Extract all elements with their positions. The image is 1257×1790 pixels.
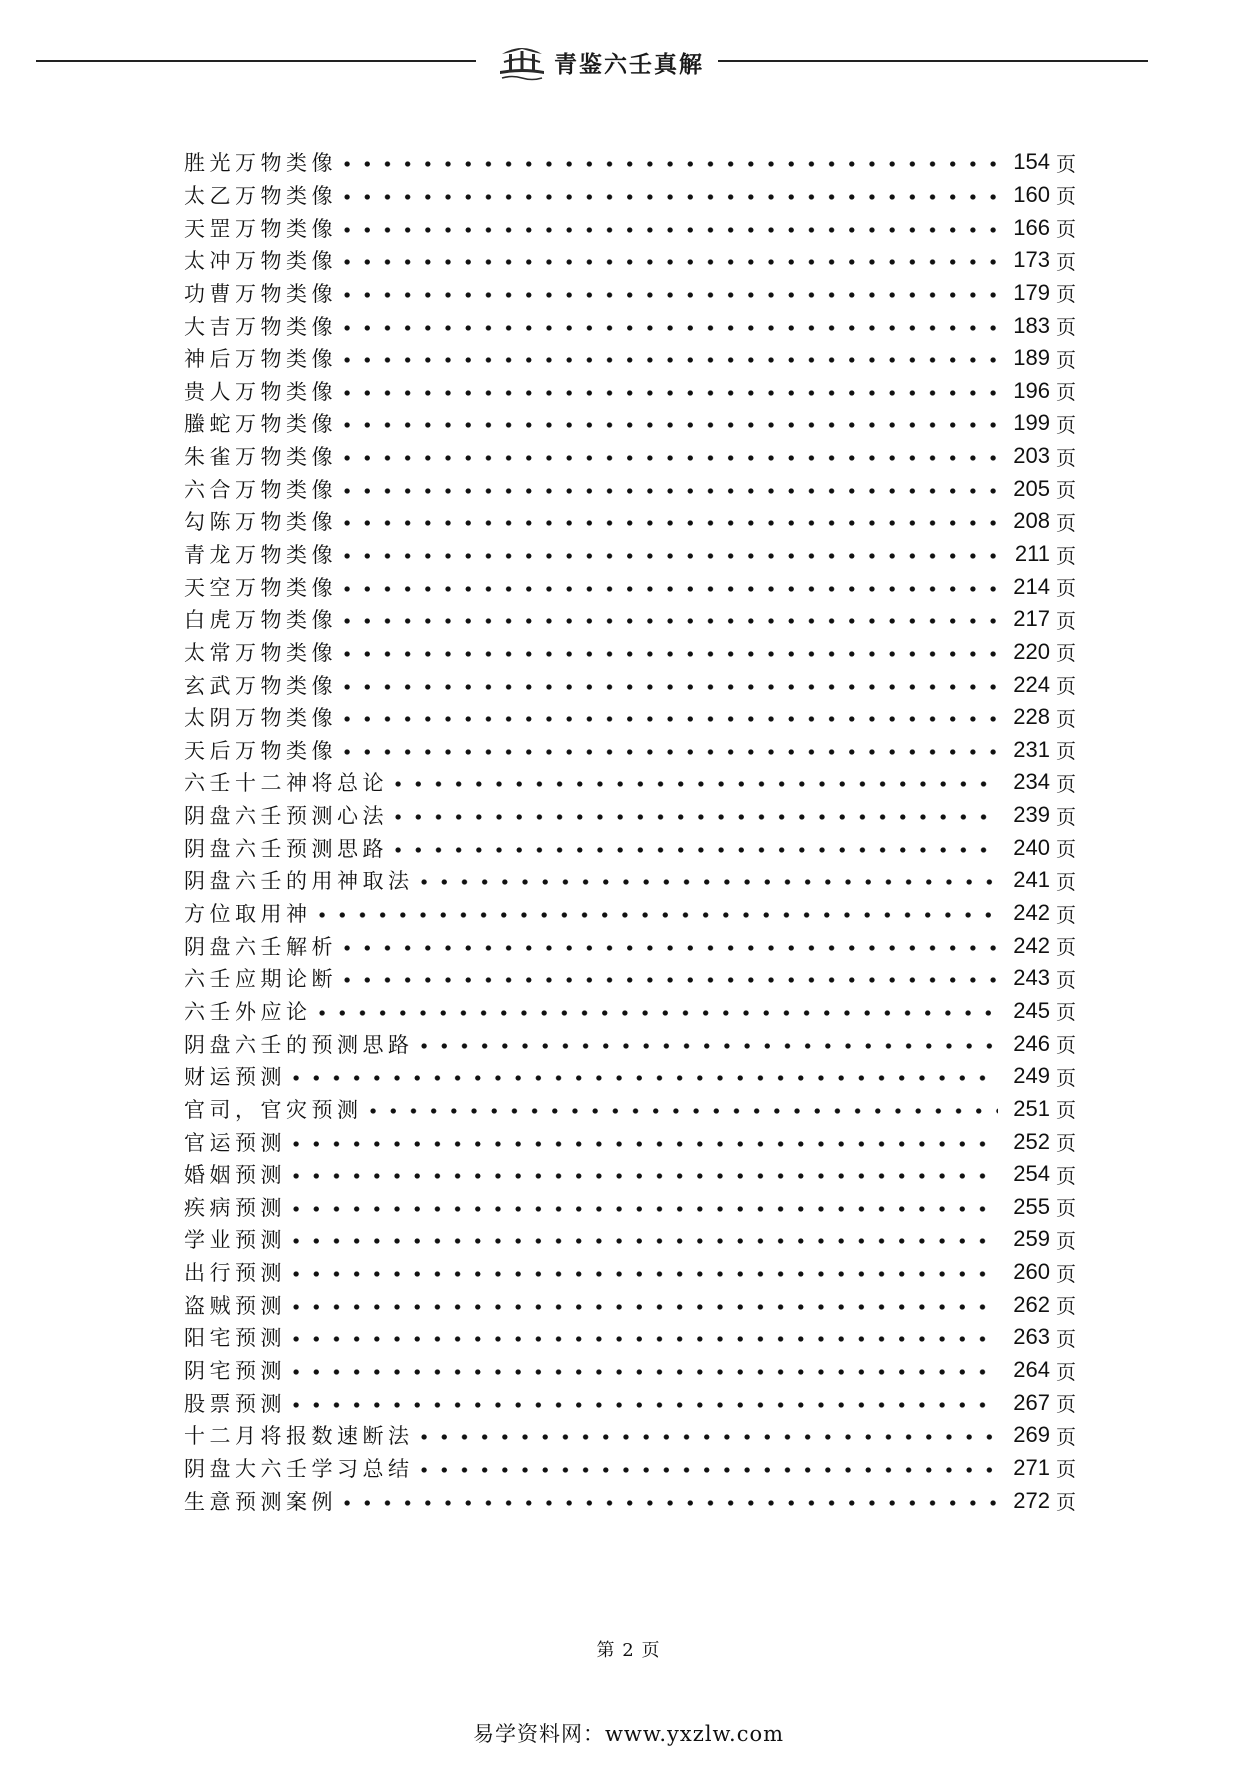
toc-entry-page: 231 bbox=[1013, 736, 1050, 762]
toc-entry[interactable] bbox=[184, 668, 1076, 701]
dot-leader bbox=[337, 682, 998, 692]
toc-entry-page: 267 bbox=[1013, 1389, 1050, 1415]
toc-entry-title: 阳宅预测 bbox=[184, 1326, 286, 1351]
toc-entry[interactable] bbox=[184, 472, 1076, 505]
dot-leader bbox=[337, 551, 998, 561]
toc-entry-page: 259 bbox=[1013, 1226, 1050, 1252]
table-of-contents bbox=[184, 146, 1076, 1517]
toc-entry-title: 出行预测 bbox=[184, 1261, 286, 1286]
toc-entry[interactable] bbox=[184, 1060, 1076, 1093]
toc-entry[interactable] bbox=[184, 440, 1076, 473]
toc-entry-page: 252 bbox=[1013, 1128, 1050, 1154]
dot-leader bbox=[337, 714, 998, 724]
toc-entry[interactable] bbox=[184, 766, 1076, 799]
dot-leader bbox=[337, 486, 998, 496]
dot-leader bbox=[337, 192, 998, 202]
toc-entry[interactable] bbox=[184, 701, 1076, 734]
toc-entry-page-unit: 页 bbox=[1056, 1261, 1076, 1286]
toc-entry-page: 255 bbox=[1013, 1193, 1050, 1219]
toc-entry-page: 154 bbox=[1013, 149, 1050, 175]
toc-entry-page: 179 bbox=[1013, 279, 1050, 305]
toc-entry-title: 朱雀万物类像 bbox=[184, 445, 337, 470]
toc-entry-title: 阴盘六壬的预测思路 bbox=[184, 1032, 414, 1057]
toc-entry-page-unit: 页 bbox=[1056, 902, 1076, 927]
toc-entry-page-unit: 页 bbox=[1056, 1228, 1076, 1253]
toc-entry-page: 208 bbox=[1013, 508, 1050, 534]
toc-entry-page-unit: 页 bbox=[1056, 1392, 1076, 1417]
toc-entry[interactable] bbox=[184, 1386, 1076, 1419]
toc-entry-page: 271 bbox=[1013, 1454, 1050, 1480]
toc-entry[interactable] bbox=[184, 1288, 1076, 1321]
dot-leader bbox=[286, 1302, 998, 1312]
toc-entry-page: 234 bbox=[1013, 769, 1050, 795]
dot-leader bbox=[286, 1400, 998, 1410]
toc-entry[interactable] bbox=[184, 995, 1076, 1028]
toc-entry-page-unit: 页 bbox=[1056, 608, 1076, 633]
toc-entry-page-unit: 页 bbox=[1056, 739, 1076, 764]
dot-leader bbox=[286, 1171, 998, 1181]
toc-entry-page-unit: 页 bbox=[1056, 1490, 1076, 1515]
toc-entry[interactable] bbox=[184, 146, 1076, 179]
toc-entry-title: 天空万物类像 bbox=[184, 575, 337, 600]
header-rule-left bbox=[36, 60, 476, 62]
footer-website: 易学资料网：www.yxzlw.com bbox=[472, 1722, 785, 1746]
toc-entry-page: 251 bbox=[1013, 1095, 1050, 1121]
toc-entry-page-unit: 页 bbox=[1056, 478, 1076, 503]
toc-entry-page-unit: 页 bbox=[1056, 641, 1076, 666]
toc-entry-title: 方位取用神 bbox=[184, 902, 312, 927]
dot-leader bbox=[337, 975, 998, 985]
toc-entry[interactable] bbox=[184, 1321, 1076, 1354]
toc-entry-page-unit: 页 bbox=[1056, 315, 1076, 340]
toc-entry[interactable] bbox=[184, 897, 1076, 930]
toc-entry-page: 160 bbox=[1013, 181, 1050, 207]
toc-entry[interactable] bbox=[184, 603, 1076, 636]
dot-leader bbox=[337, 159, 998, 169]
dot-leader bbox=[388, 845, 998, 855]
pavilion-logo-icon bbox=[498, 40, 546, 82]
toc-entry-page: 183 bbox=[1013, 312, 1050, 338]
toc-entry-title: 天后万物类像 bbox=[184, 738, 337, 763]
toc-entry-page-unit: 页 bbox=[1056, 1098, 1076, 1123]
dot-leader bbox=[337, 747, 998, 757]
toc-entry-page: 241 bbox=[1013, 867, 1050, 893]
toc-entry-title: 玄武万物类像 bbox=[184, 673, 337, 698]
toc-entry-page-unit: 页 bbox=[1056, 282, 1076, 307]
dot-leader bbox=[286, 1204, 998, 1214]
toc-entry-page: 246 bbox=[1013, 1030, 1050, 1056]
toc-entry-title: 太冲万物类像 bbox=[184, 249, 337, 274]
toc-entry-page-unit: 页 bbox=[1056, 869, 1076, 894]
dot-leader bbox=[286, 1269, 998, 1279]
toc-entry-page: 239 bbox=[1013, 802, 1050, 828]
toc-entry-page: 205 bbox=[1013, 475, 1050, 501]
toc-entry-page-unit: 页 bbox=[1056, 706, 1076, 731]
toc-entry[interactable] bbox=[184, 831, 1076, 864]
dot-leader bbox=[388, 779, 998, 789]
toc-entry-page-unit: 页 bbox=[1056, 1424, 1076, 1449]
dot-leader bbox=[337, 355, 998, 365]
dot-leader bbox=[337, 257, 998, 267]
toc-entry-title: 官运预测 bbox=[184, 1130, 286, 1155]
toc-entry-page-unit: 页 bbox=[1056, 1131, 1076, 1156]
toc-entry[interactable] bbox=[184, 1452, 1076, 1485]
toc-entry-title: 太乙万物类像 bbox=[184, 183, 337, 208]
dot-leader bbox=[414, 1432, 999, 1442]
toc-entry[interactable] bbox=[184, 799, 1076, 832]
toc-entry-title: 阴盘大六壬学习总结 bbox=[184, 1456, 414, 1481]
toc-entry[interactable] bbox=[184, 244, 1076, 277]
toc-entry-page: 272 bbox=[1013, 1487, 1050, 1513]
toc-entry-title: 十二月将报数速断法 bbox=[184, 1424, 414, 1449]
toc-entry-title: 贵人万物类像 bbox=[184, 379, 337, 404]
toc-entry-page-unit: 页 bbox=[1056, 967, 1076, 992]
toc-entry-page-unit: 页 bbox=[1056, 1457, 1076, 1482]
toc-entry-page: 263 bbox=[1013, 1324, 1050, 1350]
dot-leader bbox=[337, 649, 998, 659]
toc-entry-page-unit: 页 bbox=[1056, 380, 1076, 405]
toc-entry-title: 六合万物类像 bbox=[184, 477, 337, 502]
toc-entry[interactable] bbox=[184, 342, 1076, 375]
dot-leader bbox=[286, 1367, 998, 1377]
toc-entry-title: 六壬应期论断 bbox=[184, 967, 337, 992]
toc-entry-page: 214 bbox=[1013, 573, 1050, 599]
dot-leader bbox=[388, 812, 998, 822]
toc-entry-title: 疾病预测 bbox=[184, 1195, 286, 1220]
toc-entry-page: 242 bbox=[1013, 900, 1050, 926]
toc-entry-page: 240 bbox=[1013, 834, 1050, 860]
dot-leader bbox=[414, 1465, 999, 1475]
toc-entry-page-unit: 页 bbox=[1056, 1294, 1076, 1319]
toc-entry-title: 太常万物类像 bbox=[184, 640, 337, 665]
toc-entry[interactable] bbox=[184, 864, 1076, 897]
toc-entry[interactable] bbox=[184, 1354, 1076, 1387]
toc-entry-title: 财运预测 bbox=[184, 1065, 286, 1090]
dot-leader bbox=[337, 1498, 998, 1508]
toc-entry-page-unit: 页 bbox=[1056, 771, 1076, 796]
toc-entry-title: 官司，官灾预测 bbox=[184, 1097, 363, 1122]
toc-entry[interactable] bbox=[184, 570, 1076, 603]
toc-entry[interactable] bbox=[184, 211, 1076, 244]
toc-entry[interactable] bbox=[184, 538, 1076, 571]
toc-entry-page: 166 bbox=[1013, 214, 1050, 240]
toc-entry[interactable] bbox=[184, 1223, 1076, 1256]
dot-leader bbox=[337, 943, 998, 953]
dot-leader bbox=[286, 1073, 998, 1083]
toc-entry-title: 生意预测案例 bbox=[184, 1489, 337, 1514]
toc-entry-page: 228 bbox=[1013, 704, 1050, 730]
toc-entry-title: 阴盘六壬预测思路 bbox=[184, 836, 388, 861]
toc-entry-title: 青龙万物类像 bbox=[184, 543, 337, 567]
toc-entry-page-unit: 页 bbox=[1056, 510, 1076, 535]
toc-entry-title: 白虎万物类像 bbox=[184, 608, 337, 633]
toc-entry-page-unit: 页 bbox=[1056, 1033, 1076, 1058]
toc-entry-title: 阴盘六壬预测心法 bbox=[184, 804, 388, 829]
toc-entry-page: 220 bbox=[1013, 638, 1050, 664]
toc-entry-title: 螣蛇万物类像 bbox=[184, 412, 337, 437]
toc-entry-page-unit: 页 bbox=[1056, 217, 1076, 242]
dot-leader bbox=[414, 1041, 999, 1051]
toc-entry[interactable] bbox=[184, 505, 1076, 538]
toc-entry-page: 264 bbox=[1013, 1357, 1050, 1383]
toc-entry-page: 249 bbox=[1013, 1063, 1050, 1089]
toc-entry-page-unit: 页 bbox=[1056, 412, 1076, 437]
toc-entry-page: 189 bbox=[1013, 345, 1050, 371]
toc-entry-page: 203 bbox=[1013, 443, 1050, 469]
toc-entry-title: 胜光万物类像 bbox=[184, 151, 337, 176]
toc-entry-page-unit: 页 bbox=[1056, 1163, 1076, 1188]
toc-entry-page: 199 bbox=[1013, 410, 1050, 436]
toc-entry[interactable] bbox=[184, 962, 1076, 995]
dot-leader bbox=[312, 910, 999, 920]
toc-entry-page: 260 bbox=[1013, 1259, 1050, 1285]
toc-entry-page-unit: 页 bbox=[1056, 674, 1076, 699]
toc-entry-title: 阴盘六壬解析 bbox=[184, 934, 337, 959]
toc-entry[interactable] bbox=[184, 309, 1076, 342]
dot-leader bbox=[337, 388, 998, 398]
toc-entry-page: 217 bbox=[1013, 606, 1050, 632]
toc-entry-page-unit: 页 bbox=[1056, 837, 1076, 862]
dot-leader bbox=[337, 420, 998, 430]
toc-entry-page: 262 bbox=[1013, 1291, 1050, 1317]
toc-entry[interactable] bbox=[184, 179, 1076, 212]
toc-entry-page-unit: 页 bbox=[1056, 1326, 1076, 1351]
toc-entry-page-unit: 页 bbox=[1056, 804, 1076, 829]
toc-entry[interactable] bbox=[184, 1484, 1076, 1517]
toc-entry-title: 六壬十二神将总论 bbox=[184, 771, 388, 796]
toc-entry-page: 173 bbox=[1013, 247, 1050, 273]
dot-leader bbox=[363, 1106, 999, 1116]
toc-entry-page: 243 bbox=[1013, 965, 1050, 991]
dot-leader bbox=[286, 1236, 998, 1246]
toc-entry-title: 天罡万物类像 bbox=[184, 216, 337, 241]
toc-entry-title: 勾陈万物类像 bbox=[184, 510, 337, 535]
toc-entry-page: 224 bbox=[1013, 671, 1050, 697]
toc-entry-page-unit: 页 bbox=[1056, 184, 1076, 209]
toc-entry-page: 196 bbox=[1013, 377, 1050, 403]
toc-entry-title: 学业预测 bbox=[184, 1228, 286, 1253]
toc-entry-page-unit: 页 bbox=[1056, 1000, 1076, 1025]
dot-leader bbox=[286, 1334, 998, 1344]
toc-entry[interactable] bbox=[184, 407, 1076, 440]
toc-entry-page: 242 bbox=[1013, 932, 1050, 958]
toc-entry-page-unit: 页 bbox=[1056, 249, 1076, 274]
toc-entry[interactable] bbox=[184, 1191, 1076, 1224]
dot-leader bbox=[337, 323, 998, 333]
toc-entry-title: 大吉万物类像 bbox=[184, 314, 337, 339]
dot-leader bbox=[337, 290, 998, 300]
toc-entry[interactable] bbox=[184, 1419, 1076, 1452]
header-title: 青鉴六壬真解 bbox=[554, 52, 704, 78]
toc-entry[interactable] bbox=[184, 1256, 1076, 1289]
dot-leader bbox=[337, 518, 998, 528]
toc-entry-page-unit: 页 bbox=[1056, 151, 1076, 176]
toc-entry-title: 六壬外应论 bbox=[184, 999, 312, 1024]
toc-entry-page-unit: 页 bbox=[1056, 1196, 1076, 1221]
toc-entry-title: 阴宅预测 bbox=[184, 1359, 286, 1384]
toc-entry[interactable] bbox=[184, 277, 1076, 310]
toc-entry[interactable] bbox=[184, 636, 1076, 669]
dot-leader bbox=[414, 877, 999, 887]
toc-entry-title: 阴盘六壬的用神取法 bbox=[184, 869, 414, 894]
toc-entry-page: 211 bbox=[1014, 541, 1050, 566]
toc-entry[interactable] bbox=[184, 734, 1076, 767]
toc-entry-page: 269 bbox=[1013, 1422, 1050, 1448]
toc-entry[interactable] bbox=[184, 1125, 1076, 1158]
dot-leader bbox=[312, 1008, 999, 1018]
toc-entry-title: 太阴万物类像 bbox=[184, 706, 337, 731]
toc-entry[interactable] bbox=[184, 374, 1076, 407]
toc-entry-page-unit: 页 bbox=[1056, 347, 1076, 372]
toc-entry-page: 245 bbox=[1013, 997, 1050, 1023]
toc-entry-title: 股票预测 bbox=[184, 1391, 286, 1416]
dot-leader bbox=[337, 225, 998, 235]
toc-entry-page-unit: 页 bbox=[1056, 576, 1076, 601]
toc-entry-page-unit: 页 bbox=[1056, 445, 1076, 470]
toc-entry-page-unit: 页 bbox=[1056, 543, 1076, 568]
toc-entry[interactable] bbox=[184, 1158, 1076, 1191]
toc-entry[interactable] bbox=[184, 929, 1076, 962]
dot-leader bbox=[337, 616, 998, 626]
page-header bbox=[36, 36, 1148, 86]
toc-entry-page: 254 bbox=[1013, 1161, 1050, 1187]
toc-entry-page-unit: 页 bbox=[1056, 1359, 1076, 1384]
toc-entry-title: 神后万物类像 bbox=[184, 347, 337, 372]
toc-entry[interactable] bbox=[184, 1093, 1076, 1126]
toc-entry[interactable] bbox=[184, 1027, 1076, 1060]
toc-entry-title: 功曹万物类像 bbox=[184, 281, 337, 306]
toc-entry-title: 盗贼预测 bbox=[184, 1293, 286, 1318]
toc-entry-title: 婚姻预测 bbox=[184, 1163, 286, 1188]
dot-leader bbox=[337, 584, 998, 594]
toc-entry-page-unit: 页 bbox=[1056, 935, 1076, 960]
dot-leader bbox=[337, 453, 998, 463]
dot-leader bbox=[286, 1139, 998, 1149]
page-number: 第 2 页 bbox=[596, 1640, 661, 1661]
header-rule-right bbox=[718, 60, 1148, 62]
toc-entry-page-unit: 页 bbox=[1056, 1065, 1076, 1090]
